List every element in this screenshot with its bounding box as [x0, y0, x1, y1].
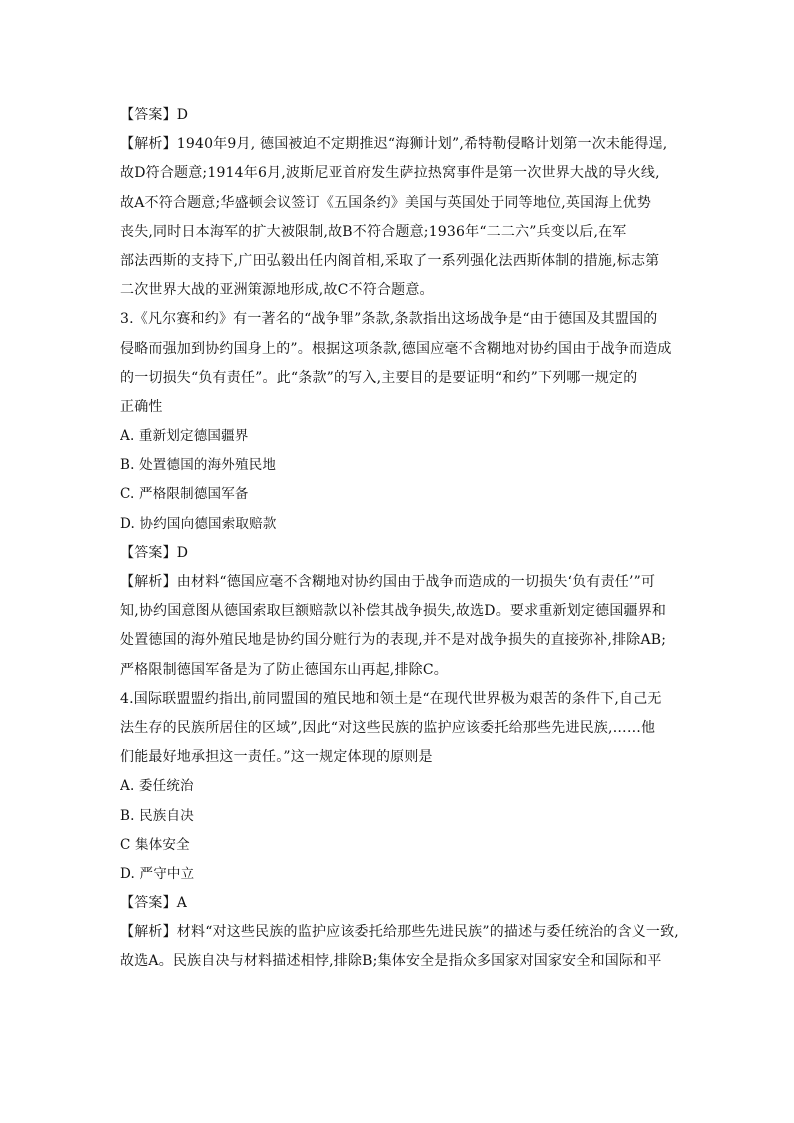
question-line: 侵略而强加到协约国身上的”。根据这项条款,德国应毫不含糊地对协约国由于战争而造成: [120, 340, 672, 357]
question-line: 法生存的民族所居住的区域”,因此“对这些民族的监护应该委托给那些先进民族,……他: [120, 719, 656, 736]
option-b: B. 处置德国的海外殖民地: [120, 457, 277, 474]
explanation-line: 故D符合题意;1914年6月,波斯尼亚首府发生萨拉热窝事件是第一次世界大战的导火线,: [120, 165, 660, 182]
explanation-line: 二次世界大战的亚洲策源地形成,故C不符合题意。: [120, 282, 434, 299]
explanation-line: 丧失,同时日本海军的扩大被限制,故B不符合题意;1936年“二二六”兵变以后,在军: [120, 223, 627, 240]
answer-label: 【答案】D: [120, 107, 189, 123]
answer-label: 【答案】D: [120, 544, 189, 561]
option-c: C. 严格限制德国军备: [120, 486, 249, 503]
option-d: D. 严守中立: [120, 865, 195, 882]
question-line: 的一切损失“负有责任”。此“条款”的写入,主要目的是要证明“和约”下列哪一规定的: [120, 369, 638, 386]
option-d: D. 协约国向德国索取赔款: [120, 515, 277, 532]
option-a: A. 重新划定德国疆界: [120, 428, 249, 445]
answer-label: 【答案】A: [120, 895, 188, 912]
explanation-line: 【解析】由材料“德国应毫不含糊地对协约国由于战争而造成的一切损失‘负有责任’”可: [120, 574, 656, 590]
explanation-line: 故A不符合题意;华盛顿会议签订《五国条约》美国与英国处于同等地位,英国海上优势: [120, 194, 652, 211]
question-line: 正确性: [120, 398, 163, 415]
explanation-line: 【解析】1940年9月, 德国被迫不定期推迟“海狮计划”,希特勒侵略计划第一次未能得逞,: [120, 136, 668, 153]
explanation-line: 故选A。民族自决与材料描述相悖,排除B;集体安全是指众多国家对国家安全和国际和平: [120, 953, 662, 970]
question-line: 3.《凡尔赛和约》有一著名的“战争罪”条款,条款指出这场战争是“由于德国及其盟国的: [120, 311, 658, 328]
document-body: [120, 101, 680, 977]
explanation-line: 部法西斯的支持下,广田弘毅出任内阁首相,采取了一系列强化法西斯体制的措施,标志第: [120, 252, 660, 269]
option-b: B. 民族自决: [120, 807, 194, 824]
question-line: 们能最好地承担这一责任。”这一规定体现的原则是: [120, 749, 433, 766]
explanation-line: 【解析】材料“对这些民族的监护应该委托给那些先进民族”的描述与委任统治的含义一致,: [120, 924, 679, 941]
option-a: A. 委任统治: [120, 778, 194, 795]
question-line: 4.国际联盟盟约指出,前同盟国的殖民地和领土是“在现代世界极为艰苦的条件下,自己无: [120, 690, 662, 707]
explanation-line: 处置德国的海外殖民地是协约国分赃行为的表现,并不是对战争损失的直接弥补,排除AB;: [120, 632, 667, 649]
explanation-line: 知,协约国意图从德国索取巨额赔款以补偿其战争损失,故选D。要求重新划定德国疆界和: [120, 603, 667, 620]
option-c: C 集体安全: [120, 836, 190, 853]
explanation-line: 严格限制德国军备是为了防止德国东山再起,排除C。: [120, 661, 448, 678]
